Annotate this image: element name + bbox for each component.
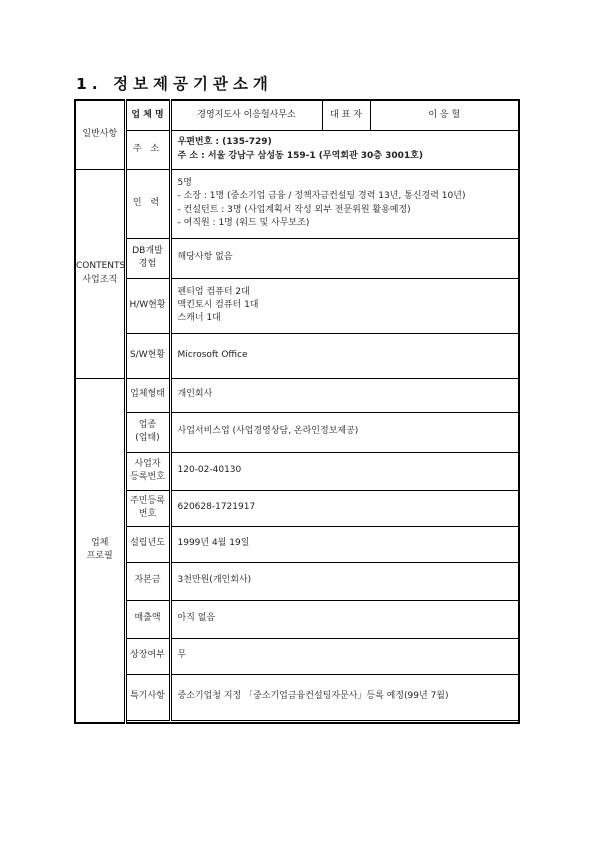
staff-line: - 소장 : 1명 (중소기업 금융 / 정책자금컨설팅 경력 13년, 통신경력 10년) [177,191,466,202]
company-name-value: 경영지도사 이응헐사무소 [170,100,322,130]
founded-value: 1999년 4월 19일 [170,526,519,562]
db-experience-value: 해당사항 없음 [170,238,519,278]
sw-value: Microsoft Office [170,333,519,378]
institution-info-table [74,99,520,724]
section-general-label: 일반사항 [82,129,118,140]
staff-line: - 여직원 : 1명 (워드 및 사무보조) [177,217,310,228]
address-line: 주 소 : 서울 강남구 삼성동 159-1 (무역회관 30층 3001호) [177,150,423,161]
resident-number-value: 620628-1721917 [170,490,519,526]
business-number-label [125,452,170,490]
section-contents-line2: 사업조직 [82,274,118,285]
business-number-value: 120-02-40130 [170,452,519,490]
business-number-label-line1: 사업자 [134,458,161,469]
founded-label: 설립년도 [125,526,170,562]
business-number-label-line2: 등록번호 [130,472,165,482]
section-profile-line2: 프로필 [86,551,113,561]
ceo-value: 이 응 헐 [370,100,519,130]
notes-value: 중소기업청 지정 「중소기업금융컨설팅자문사」등록 예정(99년 7월) [170,674,519,720]
sales-label: 매출액 [125,600,170,638]
industry-label-line2: (업태) [135,433,160,443]
resident-number-label [125,490,170,526]
db-experience-label [125,238,170,278]
capital-value: 3천만원(개인회사) [170,562,519,600]
business-type-value: 개인회사 [170,378,519,412]
page-title: 1. 정보제공기관소개 [76,75,273,93]
company-name-label: 업 체 명 [125,100,170,130]
resident-number-label-line2: 번호 [138,509,157,519]
staff-value [170,169,519,238]
db-experience-label-line2: 경험 [138,259,157,269]
listing-status-value: 무 [170,638,519,674]
section-profile-line1: 업체 [91,537,109,548]
hw-line: 스캐너 1대 [177,313,221,324]
hw-line: 펜티엄 컴퓨터 2대 [177,286,250,297]
section-contents [75,169,125,378]
sales-value: 아직 없음 [170,600,519,638]
section-general [75,100,125,169]
hw-line: 맥킨토시 컴퓨터 1대 [177,299,259,310]
db-experience-label-line1: DB개발 [132,245,163,256]
postal-code-line: 우편번호 : (135-729) [177,137,272,148]
capital-label: 자본금 [125,562,170,600]
industry-label-line1: 업종 [138,419,157,430]
hw-label: H/W현황 [125,278,170,333]
notes-label: 특기사항 [125,674,170,720]
staff-label: 인 력 [125,169,170,238]
address-label: 주 소 [125,130,170,169]
business-type-label: 업체형태 [125,378,170,412]
address-value [170,130,519,169]
sw-label: S/W현황 [125,333,170,378]
staff-line: 5명 [177,178,192,189]
ceo-label: 대 표 자 [322,100,370,130]
industry-value: 사업서비스업 (사업경영상담, 온라인정보제공) [170,412,519,452]
resident-number-label-line1: 주민등록 [130,495,165,506]
hw-value [170,278,519,333]
industry-label [125,412,170,452]
table-bottom-spacer [125,720,519,723]
section-contents-line1: CONTENTS [76,261,126,272]
staff-line: - 컨설턴트 : 3명 (사업계획서 작성 외부 전문위원 활용예정) [177,204,411,215]
section-profile [75,378,125,723]
listing-status-label: 상장여부 [125,638,170,674]
